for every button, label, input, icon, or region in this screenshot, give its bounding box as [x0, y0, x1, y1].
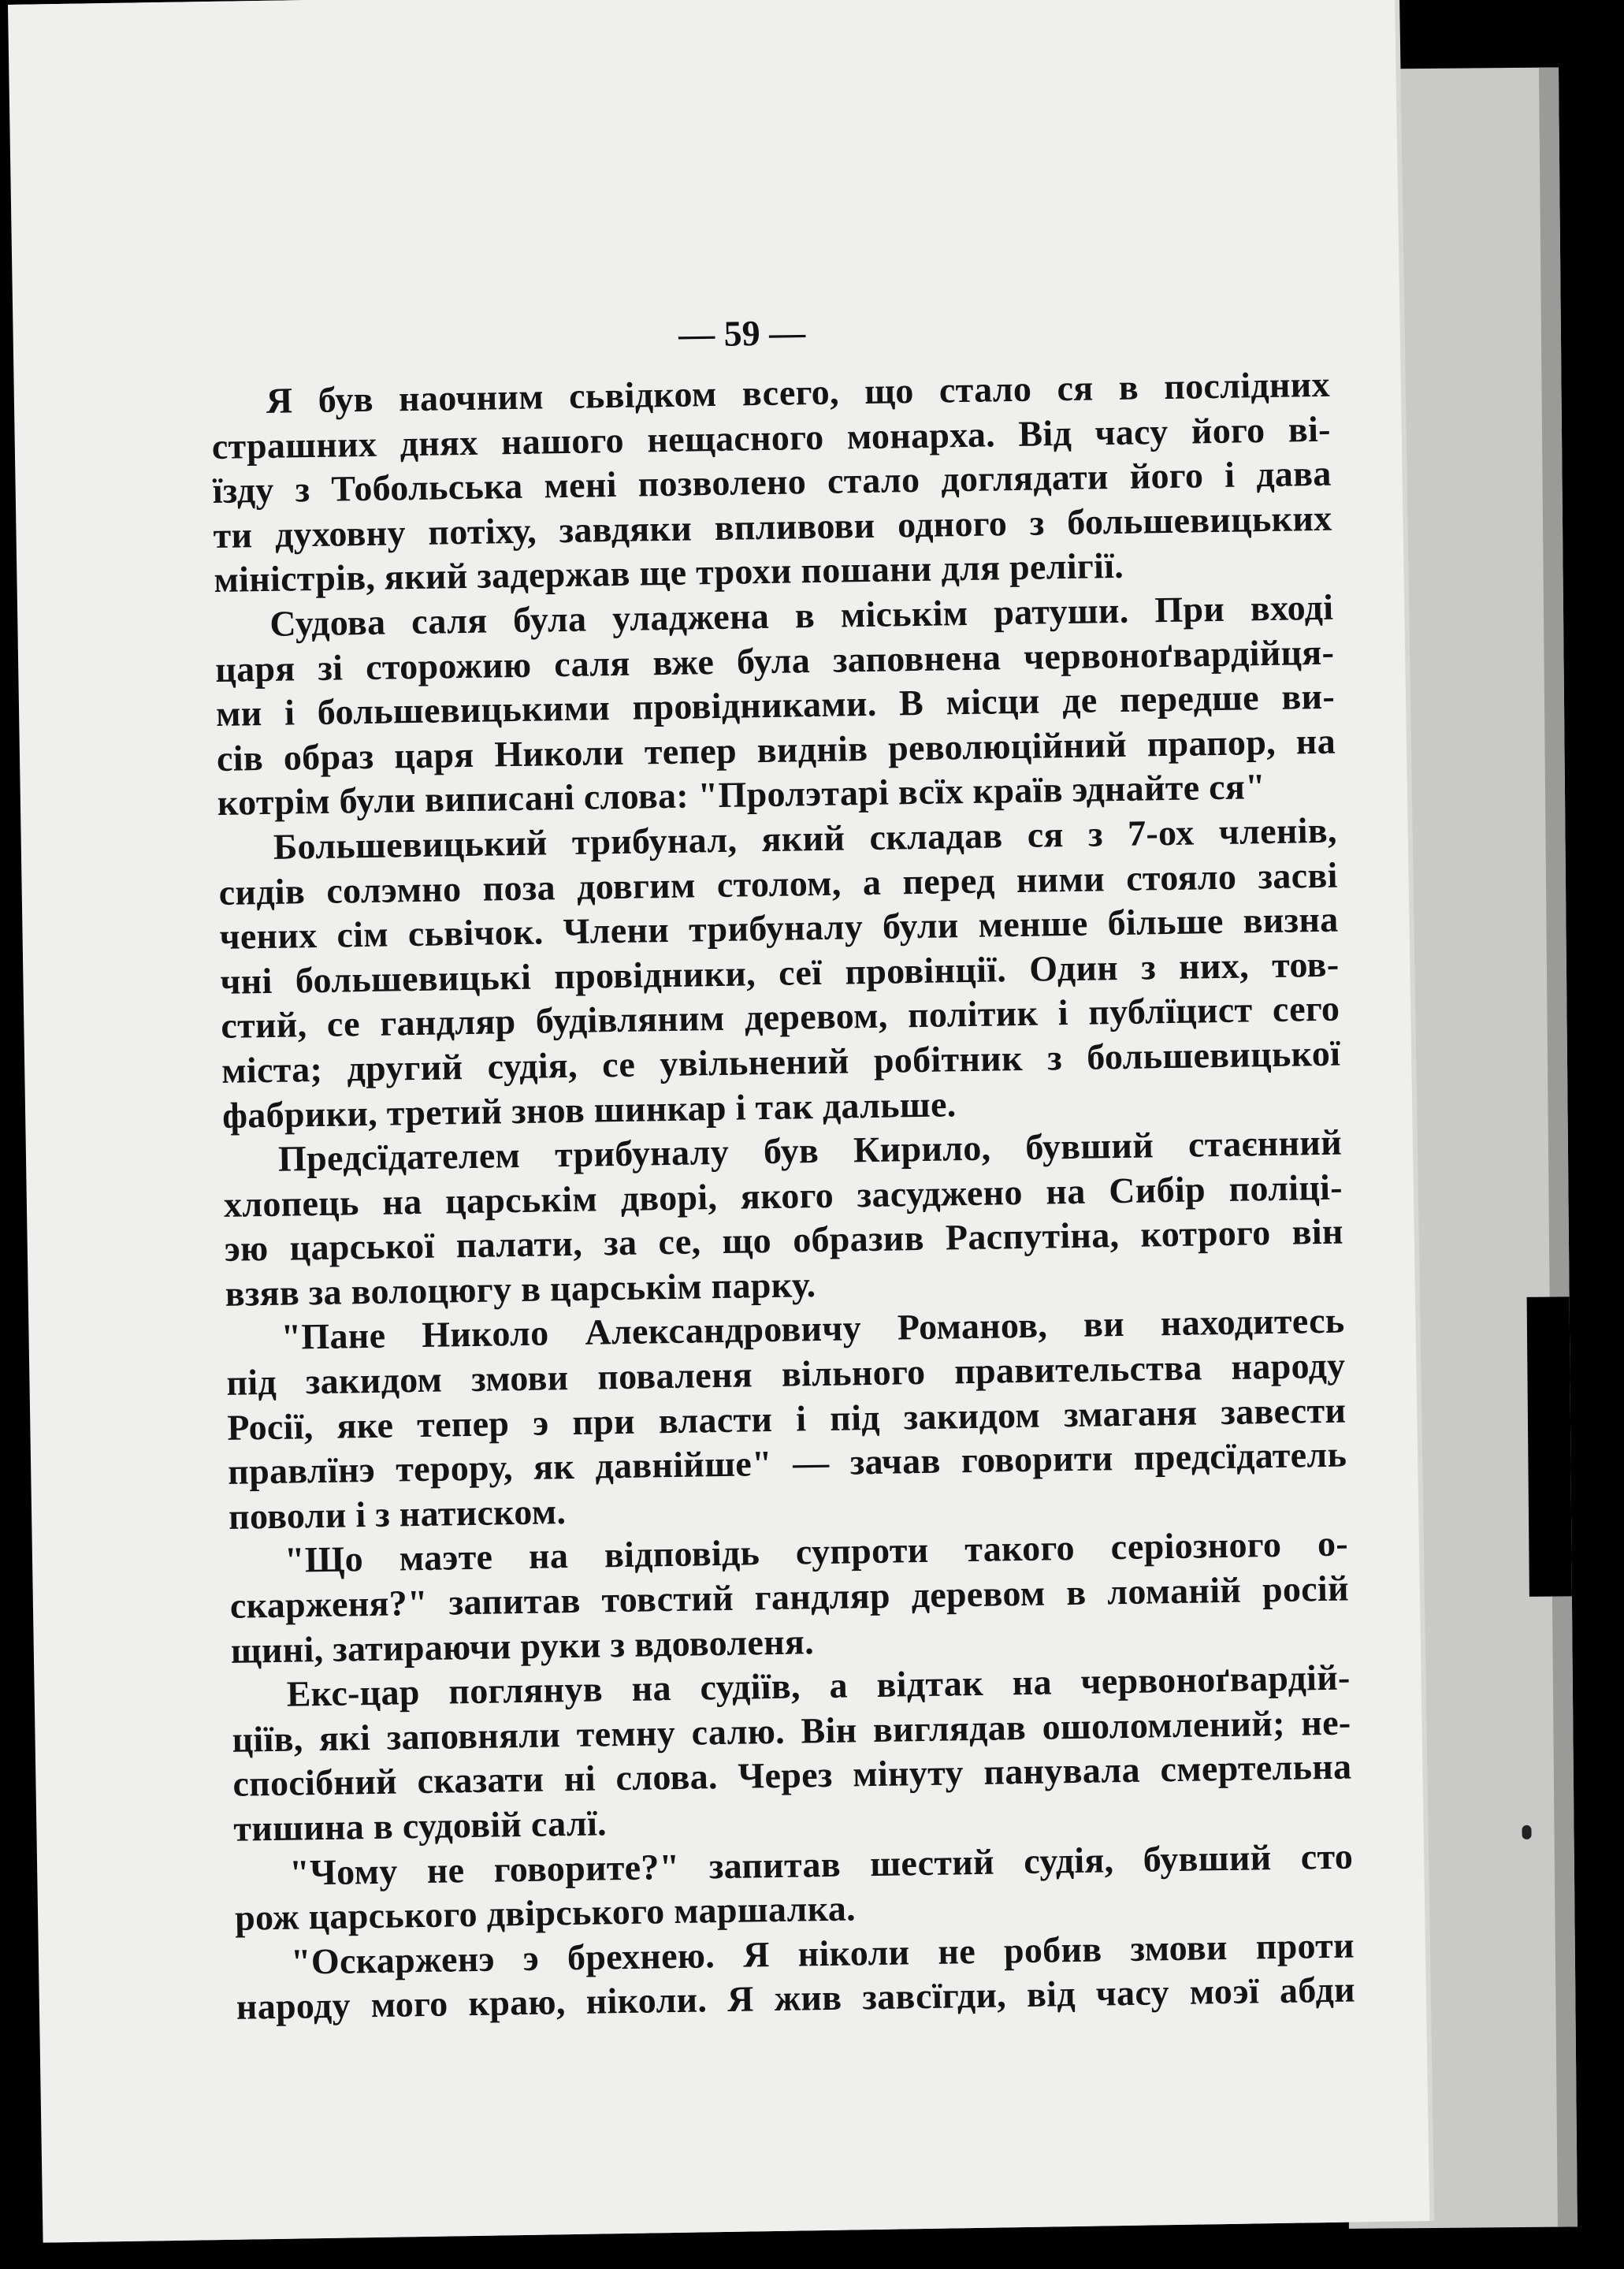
text-line: чених сім сьвічок. Члени трибуналу були менше більше визна — [219, 898, 1339, 958]
text-line: поволи і з натиском. — [228, 1490, 567, 1537]
body-text — [211, 363, 1356, 2030]
text-line: Я був наочним сьвідком всего, що стало ся в послідних — [266, 363, 1331, 421]
text-line: "Що маэте на відповідь супроти такого серіозного о- — [284, 1523, 1349, 1581]
text-line: рож царського двірського маршалка. — [234, 1888, 857, 1938]
text-line: Екс-цар поглянув на судіїв, а відтак на червоноґвардій- — [286, 1657, 1351, 1714]
text-line: Предсїдателем трибуналу був Кирило, бувший стаєнний — [277, 1121, 1343, 1179]
text-line: царя зі сторожию саля вже була заповнена червоноґвардійця- — [214, 631, 1335, 690]
text-line: взяв за волоцюгу в царськім парку. — [225, 1263, 816, 1314]
text-line: спосібний сказати ні слова. Через мінуту панувала смертельна — [232, 1746, 1352, 1805]
text-line: котрім були виписані слова: "Пролэтарі всїх країв эднайте ся" — [217, 766, 1266, 824]
text-line: сидів солэмно поза довгим столом, а перед ними стояло засві — [218, 854, 1338, 913]
book-page — [8, 0, 1429, 2243]
page-number: — 59 — — [678, 312, 806, 355]
text-line: міністрів, який задержав ще трохи пошани для релігії. — [214, 545, 1124, 601]
page-notch — [1527, 1296, 1572, 1596]
text-line: хлопець на царськім дворі, якого засуджено на Сибір поліці- — [223, 1166, 1343, 1225]
text-line: скарженя?" запитав товстий гандляр деревом в ломаній росій — [229, 1568, 1350, 1626]
text-line: "Чому не говорите?" запитав шестий судія, бувший сто — [288, 1836, 1354, 1893]
text-line: Большевицький трибунал, який складав ся з 7-ох членів, — [273, 809, 1338, 867]
text-line: Судова саля була уладжена в міськім ратуши. При вході — [269, 586, 1334, 644]
text-line: їзду з Тобольська мені позволено стало доглядати його і дава — [212, 452, 1332, 511]
text-line: Росії, яке тепер э при власти і під закидом змаганя завести — [226, 1389, 1347, 1448]
text-line: тишина в судовій салї. — [232, 1802, 608, 1849]
text-line: чні большевицькі провідники, сеї провінції. Один з них, тов- — [220, 943, 1340, 1002]
text-line: ціїв, які заповняли темну салю. Він виглядав ошоломлений; не- — [232, 1702, 1351, 1760]
text-line: під закидом змови поваленя вільного правительства народу — [226, 1345, 1346, 1403]
text-line: ми і большевицькими провідниками. В місци де передше ви- — [215, 675, 1336, 735]
text-line: "Оскарженэ э брехнею. Я ніколи не робив змови проти — [290, 1925, 1355, 1982]
text-line: страшних днях нашого нещасного монарха. Від часу його ві- — [211, 408, 1332, 467]
text-line: "Пане Николо Александровичу Романов, ви находитесь — [281, 1300, 1345, 1358]
text-line: міста; другий судія, се увільнений робітник з большевицької — [221, 1032, 1341, 1091]
text-line: ти духовну потіху, завдяки впливови одного з большевицьких — [213, 497, 1332, 556]
text-line: эю царської палати, за се, що образив Распутіна, котрого він — [224, 1211, 1344, 1270]
text-line: щині, затираючи руки з вдоволеня. — [230, 1620, 815, 1671]
text-line: фабрики, третий знов шинкар і так дальше. — [221, 1083, 957, 1136]
text-line: народу мого краю, ніколи. Я жив завсїгди, від часу моэї абди — [236, 1969, 1356, 2028]
text-line: стий, се гандляр будівляним деревом, політик і публїцист сего — [220, 988, 1340, 1047]
page-shadow — [1539, 67, 1578, 2226]
ink-spot — [1522, 1825, 1531, 1839]
text-line: сів образ царя Николи тепер виднів революційний прапор, на — [216, 720, 1336, 779]
text-line: правлїнэ терору, як давнійше" — зачав говорити предсїдатель — [227, 1434, 1347, 1493]
